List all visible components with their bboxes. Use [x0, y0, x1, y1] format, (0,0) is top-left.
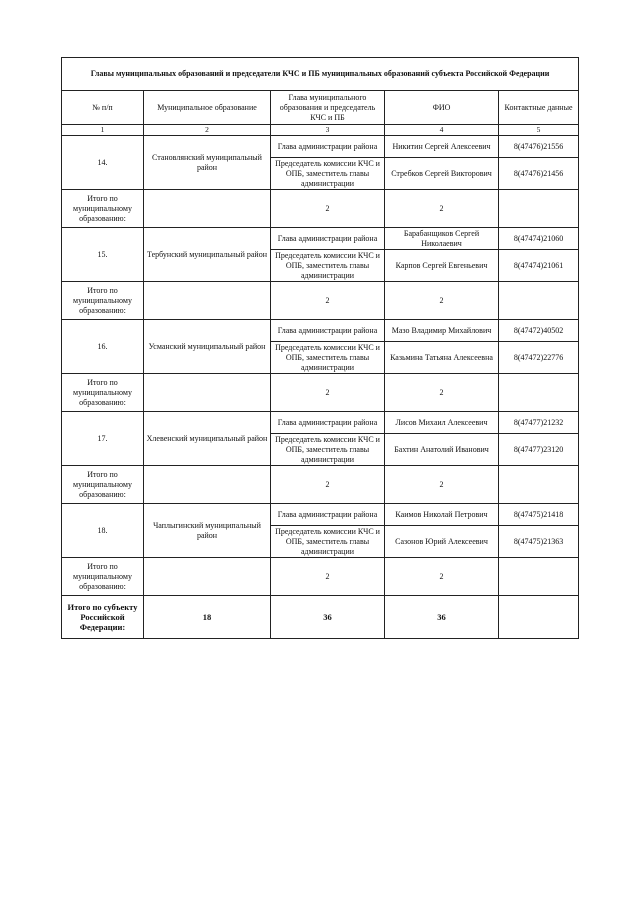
official-position: Глава администрации района — [271, 412, 385, 434]
subtotal-col3: 2 — [271, 558, 385, 596]
subtotal-label: Итого по муниципальному образованию: — [62, 282, 144, 320]
subtotal-empty — [144, 374, 271, 412]
official-phone: 8(47476)21456 — [499, 158, 579, 190]
official-position: Председатель комиссии КЧС и ОПБ, заместитель главы администрации — [271, 342, 385, 374]
district-name: Становлянский муниципальный район — [144, 136, 271, 190]
official-fio: Каимов Николай Петрович — [385, 504, 499, 526]
district-name: Хлевенский муниципальный район — [144, 412, 271, 466]
subtotal-empty — [499, 558, 579, 596]
official-phone: 8(47472)40502 — [499, 320, 579, 342]
official-phone: 8(47477)23120 — [499, 434, 579, 466]
grand-total-label: Итого по субъекту Российской Федерации: — [62, 596, 144, 639]
subtotal-row — [62, 374, 579, 412]
official-phone: 8(47477)21232 — [499, 412, 579, 434]
official-fio: Мазо Владимир Михайлович — [385, 320, 499, 342]
table-body — [62, 58, 579, 639]
subtotal-empty — [144, 282, 271, 320]
header-contacts: Контактные данные — [499, 91, 579, 125]
grand-total-col3: 36 — [271, 596, 385, 639]
subtotal-col4: 2 — [385, 558, 499, 596]
subtotal-col4: 2 — [385, 374, 499, 412]
official-row — [62, 228, 579, 250]
officials-table — [61, 57, 579, 639]
official-phone: 8(47474)21060 — [499, 228, 579, 250]
subtotal-row — [62, 190, 579, 228]
subtotal-col3: 2 — [271, 374, 385, 412]
subtotal-empty — [499, 282, 579, 320]
district-number: 16. — [62, 320, 144, 374]
subtotal-row — [62, 558, 579, 596]
header-position: Глава муниципального образования и председатель КЧС и ПБ — [271, 91, 385, 125]
column-number: 4 — [385, 125, 499, 136]
subtotal-empty — [144, 466, 271, 504]
official-phone: 8(47472)22776 — [499, 342, 579, 374]
column-number: 5 — [499, 125, 579, 136]
subtotal-label: Итого по муниципальному образованию: — [62, 466, 144, 504]
column-number-row — [62, 125, 579, 136]
column-number: 2 — [144, 125, 271, 136]
official-phone: 8(47474)21061 — [499, 250, 579, 282]
official-phone: 8(47476)21556 — [499, 136, 579, 158]
subtotal-empty — [144, 190, 271, 228]
official-position: Председатель комиссии КЧС и ОПБ, заместитель главы администрации — [271, 158, 385, 190]
official-phone: 8(47475)21418 — [499, 504, 579, 526]
subtotal-col3: 2 — [271, 282, 385, 320]
official-position: Председатель комиссии КЧС и ОПБ, заместитель главы администрации — [271, 526, 385, 558]
official-fio: Лисов Михаил Алексеевич — [385, 412, 499, 434]
official-fio: Стребков Сергей Викторович — [385, 158, 499, 190]
subtotal-col4: 2 — [385, 466, 499, 504]
official-fio: Казьмина Татьяна Алексеевна — [385, 342, 499, 374]
official-fio: Бахтин Анатолий Иванович — [385, 434, 499, 466]
district-name: Тербунский муниципальный район — [144, 228, 271, 282]
subtotal-col3: 2 — [271, 466, 385, 504]
official-row — [62, 136, 579, 158]
official-position: Глава администрации района — [271, 136, 385, 158]
subtotal-label: Итого по муниципальному образованию: — [62, 190, 144, 228]
subtotal-label: Итого по муниципальному образованию: — [62, 558, 144, 596]
official-position: Глава администрации района — [271, 228, 385, 250]
header-row — [62, 91, 579, 125]
official-phone: 8(47475)21363 — [499, 526, 579, 558]
title-row — [62, 58, 579, 91]
official-fio: Сазонов Юрий Алексеевич — [385, 526, 499, 558]
column-number: 1 — [62, 125, 144, 136]
subtotal-col3: 2 — [271, 190, 385, 228]
grand-total-empty — [499, 596, 579, 639]
official-position: Глава администрации района — [271, 320, 385, 342]
grand-total-row — [62, 596, 579, 639]
header-municipality: Муниципальное образование — [144, 91, 271, 125]
subtotal-row — [62, 466, 579, 504]
district-number: 18. — [62, 504, 144, 558]
header-num: № п/п — [62, 91, 144, 125]
official-position: Председатель комиссии КЧС и ОПБ, заместитель главы администрации — [271, 434, 385, 466]
official-position: Председатель комиссии КЧС и ОПБ, заместитель главы администрации — [271, 250, 385, 282]
district-number: 15. — [62, 228, 144, 282]
official-row — [62, 504, 579, 526]
subtotal-row — [62, 282, 579, 320]
official-row — [62, 320, 579, 342]
table-title: Главы муниципальных образований и председатели КЧС и ПБ муниципальных образований субъекта Российской Федерации — [62, 58, 579, 91]
column-number: 3 — [271, 125, 385, 136]
subtotal-col4: 2 — [385, 282, 499, 320]
official-row — [62, 412, 579, 434]
subtotal-empty — [499, 190, 579, 228]
subtotal-empty — [499, 374, 579, 412]
header-fio: ФИО — [385, 91, 499, 125]
district-name: Чаплыгинский муниципальный район — [144, 504, 271, 558]
subtotal-col4: 2 — [385, 190, 499, 228]
official-fio: Карпов Сергей Евгеньевич — [385, 250, 499, 282]
grand-total-col4: 36 — [385, 596, 499, 639]
district-number: 17. — [62, 412, 144, 466]
district-name: Усманский муниципальный район — [144, 320, 271, 374]
subtotal-empty — [499, 466, 579, 504]
grand-total-col2: 18 — [144, 596, 271, 639]
subtotal-label: Итого по муниципальному образованию: — [62, 374, 144, 412]
official-fio: Барабанщиков Сергей Николаевич — [385, 228, 499, 250]
district-number: 14. — [62, 136, 144, 190]
official-position: Глава администрации района — [271, 504, 385, 526]
subtotal-empty — [144, 558, 271, 596]
official-fio: Никитин Сергей Алексеевич — [385, 136, 499, 158]
